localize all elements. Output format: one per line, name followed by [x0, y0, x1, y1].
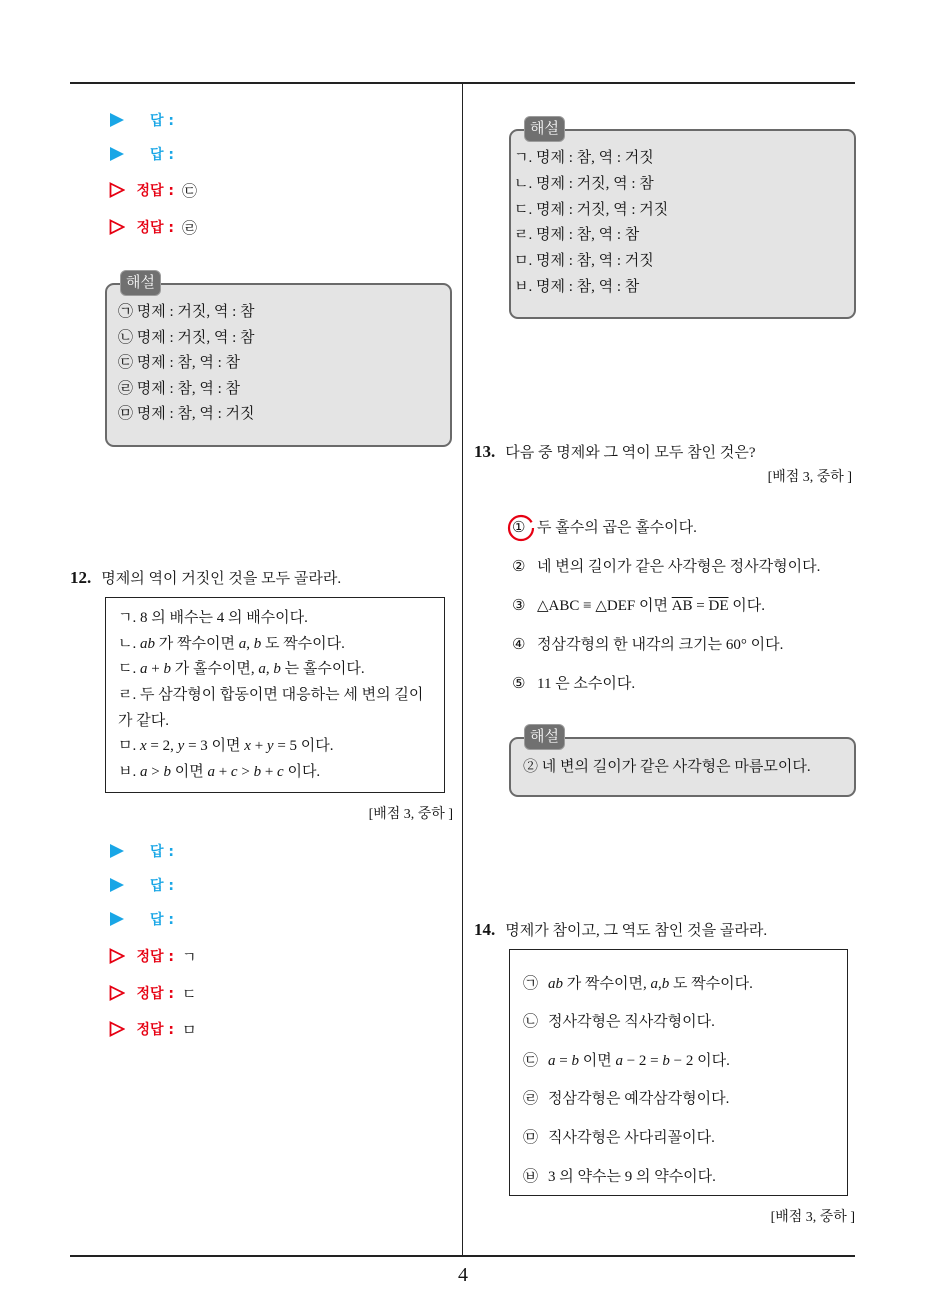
text-run: − 2 =	[622, 1052, 663, 1069]
question-prompt: 명제의 역이 거짓인 것을 모두 골라라.	[101, 571, 342, 587]
statement-marker: ㉡	[523, 1014, 539, 1031]
text-run: 두 홀수의 곱은 홀수이다.	[537, 519, 697, 536]
text-run: ,	[657, 975, 662, 992]
explanation-tab: 해설	[524, 116, 565, 142]
math-variable: a	[615, 1052, 623, 1069]
correct-answer-label: 정답 :	[136, 949, 174, 965]
option-number: ③	[512, 597, 526, 614]
text-run: ㄹ. 두 삼각형이 합동이면 대응하는 세 변의 길이	[118, 686, 424, 703]
text-run: 도 짝수이다.	[669, 975, 753, 992]
statement-text	[548, 1042, 730, 1081]
math-variable: a	[238, 635, 247, 652]
answer-line	[109, 875, 174, 895]
option-1	[512, 509, 820, 548]
score-label: [배점 3, 중하 ]	[767, 470, 852, 485]
column-divider	[462, 82, 463, 1256]
text-run: 이면	[170, 763, 208, 780]
correct-answer-value: ㄱ	[182, 949, 197, 966]
math-variable: a	[207, 763, 215, 780]
statement-list	[523, 965, 753, 1197]
text-run: 직사각형은 사다리꼴이다.	[548, 1130, 715, 1147]
explanation-lines	[118, 300, 255, 428]
outline-triangle-icon	[109, 985, 125, 1001]
explanation-line: ㄹ. 명제 : 참, 역 : 참	[514, 227, 640, 244]
statement-text	[548, 1158, 716, 1197]
option-marker	[512, 665, 537, 704]
option-number: ①	[512, 519, 526, 536]
explanation-line: ㄴ. 명제 : 거짓, 역 : 참	[514, 175, 654, 192]
option-3	[512, 587, 820, 626]
math-variable: a	[140, 763, 148, 780]
text-run: +	[261, 763, 278, 780]
statement-line	[118, 606, 423, 632]
statement-line	[118, 657, 423, 683]
score-label: [배점 3, 중하 ]	[368, 807, 453, 822]
outline-triangle-icon	[109, 1021, 125, 1037]
explanation-line: ② 네 변의 길이가 같은 사각형은 마름모이다.	[523, 759, 811, 775]
statement-line	[118, 734, 423, 760]
correct-answer-line	[109, 946, 197, 966]
text-run: ㄷ.	[118, 661, 140, 678]
text-run: ㄱ. 8 의 배수는 4 의 배수이다.	[118, 610, 308, 626]
explanation-lines	[523, 755, 811, 781]
math-variable: a	[650, 975, 658, 992]
explanation-line: ㄱ. 명제 : 참, 역 : 거짓	[514, 150, 654, 166]
answer-line	[109, 110, 174, 130]
text-run: >	[237, 763, 254, 780]
text-run: ,	[246, 635, 254, 652]
explanation-line: ㉤ 명제 : 참, 역 : 거짓	[118, 406, 255, 422]
math-variable: a	[548, 1052, 556, 1069]
explanation-box	[509, 121, 856, 319]
math-variable: a	[258, 661, 266, 678]
math-variable: b	[163, 763, 171, 780]
text-run: = 3 이면	[184, 738, 245, 755]
text-run: − 2 이다.	[669, 1052, 730, 1069]
text-run: 가 짝수이면	[155, 635, 239, 652]
question-number: 14.	[474, 920, 496, 939]
statement-item	[523, 965, 753, 1004]
text-run: 네 변의 길이가 같은 사각형은 정사각형이다.	[537, 558, 821, 575]
text-run: +	[214, 763, 231, 780]
statement-line	[118, 632, 423, 658]
math-variable: x	[244, 738, 251, 755]
filled-triangle-icon	[109, 843, 125, 859]
math-variable: b	[662, 1052, 670, 1069]
statement-line	[118, 709, 423, 735]
math-variable: c	[277, 763, 284, 780]
statement-text	[548, 1080, 729, 1119]
explanation-box	[509, 729, 856, 797]
math-variable: y	[177, 738, 185, 755]
outline-triangle-icon	[109, 948, 125, 964]
text-run: >	[147, 763, 164, 780]
option-text	[537, 509, 697, 548]
statement-lines	[118, 606, 423, 786]
segment-name-overlined: $\overline{DE}$	[708, 597, 729, 614]
text-run: 이면	[578, 1052, 616, 1069]
correct-answer-label: 정답 :	[136, 183, 174, 199]
text-run: 이다.	[283, 763, 321, 780]
footer-rule	[70, 1255, 855, 1257]
question-prompt: 다음 중 명제와 그 역이 모두 참인 것은?	[505, 445, 756, 461]
explanation-line: ㄷ. 명제 : 거짓, 역 : 거짓	[514, 201, 669, 218]
answer-label: 답 :	[150, 147, 174, 163]
answer-label: 답 :	[150, 113, 174, 129]
text-run: 도 짝수이다.	[261, 635, 345, 652]
statement-marker: ㉥	[523, 1168, 539, 1185]
statement-marker: ㉢	[523, 1052, 539, 1069]
math-variable: b	[273, 661, 281, 678]
text-run: = 5 이다.	[273, 738, 334, 755]
text-run: 정삼각형은 예각삼각형이다.	[548, 1091, 730, 1108]
text-run: 가 짝수이면,	[563, 975, 651, 992]
explanation-lines	[514, 146, 668, 301]
option-list	[512, 509, 820, 704]
explanation-line: ㉡ 명제 : 거짓, 역 : 참	[118, 329, 255, 346]
text-run: 정사각형은 직사각형이다.	[548, 1014, 715, 1031]
text-run: 3 의 약수는 9 의 약수이다.	[548, 1168, 716, 1185]
correct-answer-line	[109, 217, 197, 237]
statement-marker: ㉠	[523, 975, 539, 992]
statement-box	[105, 597, 445, 793]
question-prompt: 명제가 참이고, 그 역도 참인 것을 골라라.	[505, 923, 768, 939]
text-run: 정삼각형의 한 내각의 크기는 60° 이다.	[537, 636, 784, 653]
statement-marker: ㉤	[523, 1130, 539, 1147]
option-text	[537, 548, 820, 587]
question-number: 12.	[70, 568, 92, 587]
text-run: =	[555, 1052, 572, 1069]
statement-line	[118, 683, 423, 709]
math-variable: b	[163, 661, 171, 678]
explanation-tab: 해설	[120, 270, 161, 296]
correct-answer-line	[109, 1019, 197, 1039]
text-run: +	[250, 738, 267, 755]
answer-line	[109, 909, 174, 929]
math-variable: y	[266, 738, 274, 755]
option-marker	[512, 509, 537, 548]
correct-answer-label: 정답 :	[136, 1022, 174, 1038]
math-variable: b	[571, 1052, 579, 1069]
statement-text	[548, 1119, 715, 1158]
option-marker	[512, 626, 537, 665]
option-number: ②	[512, 558, 526, 575]
text-run: 는 홀수이다.	[280, 661, 365, 678]
answer-line	[109, 144, 174, 164]
option-marker	[512, 548, 537, 587]
text-run: =	[692, 597, 709, 614]
option-number: ⑤	[512, 675, 526, 692]
option-5	[512, 665, 820, 704]
text-run: 가 같다.	[118, 712, 169, 729]
option-2	[512, 548, 820, 587]
math-variable: a	[140, 661, 148, 678]
statement-line	[118, 760, 423, 786]
correct-answer-value: ㉢	[182, 183, 198, 200]
text-run: △ABC ≡ △DEF 이면	[537, 597, 672, 614]
option-4	[512, 626, 820, 665]
score-label: [배점 3, 중하 ]	[770, 1210, 855, 1225]
math-variable: b	[253, 763, 262, 780]
text-run: ㅂ.	[118, 763, 140, 780]
answer-label: 답 :	[150, 878, 174, 894]
explanation-line: ㉠ 명제 : 거짓, 역 : 참	[118, 304, 255, 320]
text-run: 이다.	[728, 597, 765, 614]
statement-item	[523, 1119, 753, 1158]
option-number: ④	[512, 636, 526, 653]
correct-answer-label: 정답 :	[136, 986, 174, 1002]
explanation-line: ㅁ. 명제 : 참, 역 : 거짓	[514, 253, 654, 270]
math-variable: c	[230, 763, 238, 780]
outline-triangle-icon	[109, 219, 125, 235]
statement-item	[523, 1003, 753, 1042]
math-variable: ab	[548, 975, 563, 992]
segment-name-overlined: $\overline{AB}$	[671, 597, 693, 614]
text-run: 11 은 소수이다.	[537, 675, 636, 692]
filled-triangle-icon	[109, 112, 125, 128]
correct-answer-value: ㅁ	[182, 1022, 197, 1039]
question-14-heading	[474, 919, 767, 941]
filled-triangle-icon	[109, 877, 125, 893]
text-run: ,	[265, 661, 274, 678]
statement-box	[509, 949, 848, 1196]
explanation-line: ㉢ 명제 : 참, 역 : 참	[118, 355, 241, 371]
statement-marker: ㉣	[523, 1091, 539, 1108]
option-text	[537, 626, 783, 665]
explanation-box	[105, 275, 452, 447]
correct-answer-line	[109, 983, 197, 1003]
question-13-heading	[474, 441, 756, 463]
text-run: +	[147, 661, 164, 678]
option-marker	[512, 587, 537, 626]
statement-text	[548, 1003, 715, 1042]
statement-item	[523, 1042, 753, 1081]
explanation-line: ㉣ 명제 : 참, 역 : 참	[118, 380, 241, 397]
red-circle-mark-icon	[506, 513, 536, 543]
correct-answer-value: ㄷ	[182, 986, 197, 1003]
option-text	[537, 587, 765, 626]
explanation-tab: 해설	[524, 724, 565, 750]
correct-answer-line	[109, 180, 197, 200]
math-variable: ab	[140, 635, 155, 652]
correct-answer-label: 정답 :	[136, 220, 174, 236]
math-variable: x	[140, 738, 147, 755]
explanation-line: ㅂ. 명제 : 참, 역 : 참	[514, 278, 640, 295]
answer-line	[109, 841, 174, 861]
text-run: ㅁ.	[118, 738, 140, 755]
statement-text	[548, 965, 753, 1004]
filled-triangle-icon	[109, 911, 125, 927]
question-12-heading	[70, 567, 341, 589]
option-text	[537, 665, 635, 704]
filled-triangle-icon	[109, 146, 125, 162]
statement-item	[523, 1158, 753, 1197]
statement-item	[523, 1080, 753, 1119]
text-run: = 2,	[146, 738, 178, 755]
outline-triangle-icon	[109, 182, 125, 198]
correct-answer-value: ㉣	[182, 220, 198, 237]
text-run: ㄴ.	[118, 635, 140, 652]
text-run: 가 홀수이면,	[170, 661, 259, 678]
page-number: 4	[458, 1264, 468, 1286]
question-number: 13.	[474, 442, 496, 461]
answer-label: 답 :	[150, 912, 174, 928]
math-variable: b	[253, 635, 262, 652]
math-variable: b	[661, 975, 670, 992]
answer-label: 답 :	[150, 844, 174, 860]
